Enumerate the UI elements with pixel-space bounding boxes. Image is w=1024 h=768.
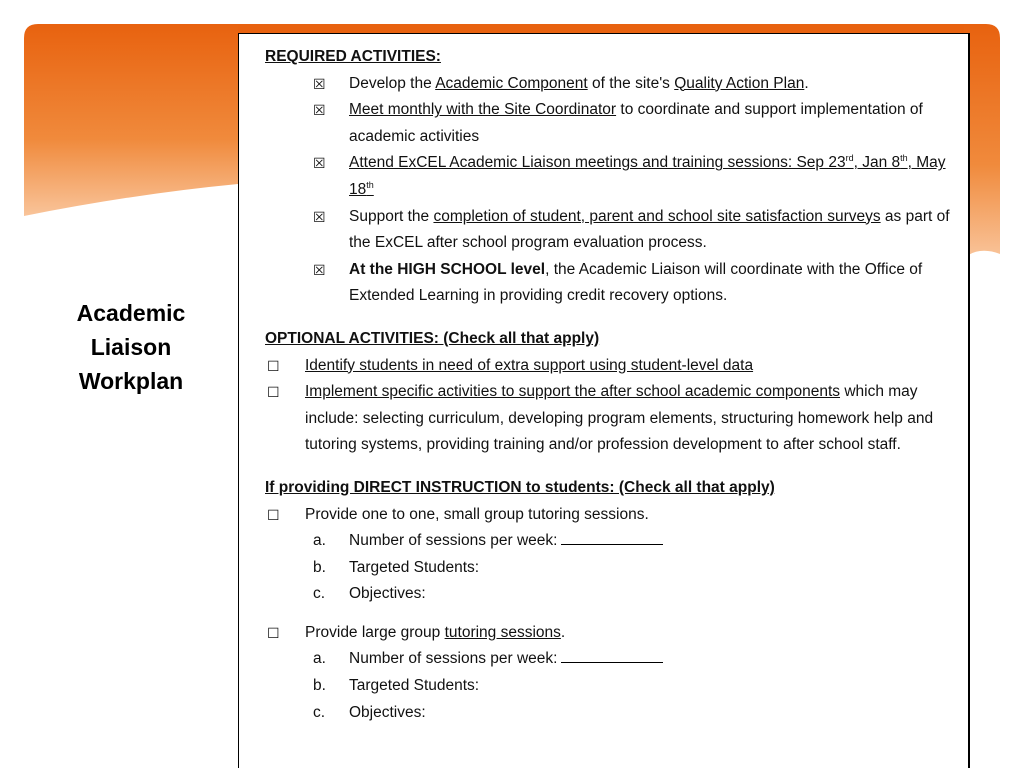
checked-box-icon[interactable]: ☒ <box>313 75 326 92</box>
optional-item-1: ☐ Identify students in need of extra support using student-level data <box>265 353 965 380</box>
sub-item-targeted: b. Targeted Students: <box>313 558 480 576</box>
unchecked-box-icon[interactable]: ☐ <box>267 624 280 641</box>
sub-item-sessions: a. Number of sessions per week: <box>265 528 965 555</box>
title-line-2: Liaison <box>90 334 172 360</box>
sub-item-objectives: c. Objectives: <box>313 585 426 603</box>
checked-box-icon[interactable]: ☒ <box>313 208 326 225</box>
checked-box-icon[interactable]: ☒ <box>313 102 326 119</box>
sub-item-targeted: b. Targeted Students: <box>313 677 480 695</box>
direct-item-2: ☐ Provide large group tutoring sessions. <box>265 620 965 647</box>
workplan-document <box>238 33 970 768</box>
required-heading: REQUIRED ACTIVITIES: <box>265 48 441 65</box>
required-item-4: ☒ Support the completion of student, parent and school site satisfaction surveys as part of the ExCEL after school program evaluation process. <box>265 204 965 257</box>
required-item-2: ☒ Meet monthly with the Site Coordinator to coordinate and support implementation of academic activities <box>265 97 965 150</box>
sub-item-sessions: a. Number of sessions per week: <box>265 646 965 673</box>
unchecked-box-icon[interactable]: ☐ <box>267 357 280 374</box>
slide-title <box>40 296 222 398</box>
direct-instruction-heading: If providing DIRECT INSTRUCTION to students: (Check all that apply) <box>265 478 775 496</box>
sessions-blank-field[interactable] <box>561 530 663 545</box>
unchecked-box-icon[interactable]: ☐ <box>267 384 280 401</box>
required-item-3: ☒ Attend ExCEL Academic Liaison meetings and training sessions: Sep 23rd, Jan 8th, May 18th <box>265 150 965 203</box>
optional-item-2: ☐ Implement specific activities to support the after school academic components which may include: selecting curriculum, developing program elements, structuring homework help and tutoring systems, providing training and/or profession development to after school staff. <box>265 379 965 459</box>
optional-heading: OPTIONAL ACTIVITIES: (Check all that apply) <box>265 329 600 347</box>
required-item-1: ☒ Develop the Academic Component of the site's Quality Action Plan. <box>265 71 965 98</box>
sessions-blank-field[interactable] <box>561 648 663 663</box>
title-line-3: Workplan <box>78 368 184 394</box>
unchecked-box-icon[interactable]: ☐ <box>267 506 280 523</box>
required-item-5: ☒ At the HIGH SCHOOL level, the Academic Liaison will coordinate with the Office of Extended Learning in providing credit recovery options. <box>265 257 965 310</box>
sub-item-objectives: c. Objectives: <box>313 703 426 721</box>
checked-box-icon[interactable]: ☒ <box>313 155 326 172</box>
direct-item-1: ☐ Provide one to one, small group tutoring sessions. <box>265 502 965 529</box>
checked-box-icon[interactable]: ☒ <box>313 261 326 278</box>
title-line-1: Academic <box>76 300 186 326</box>
